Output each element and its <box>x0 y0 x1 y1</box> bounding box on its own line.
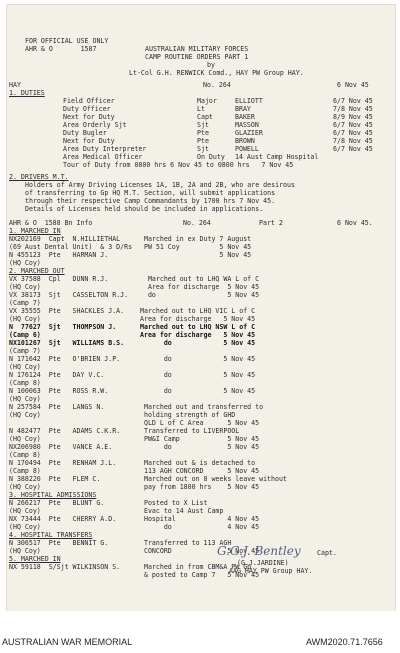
section-heading: 2. MARCHED OUT <box>9 267 65 275</box>
duty-name: GLAZIER <box>235 129 263 137</box>
movement-line: N 388220 Pte FLEM C. Marched out on 8 weeks leave without <box>9 475 287 483</box>
part2-reference: AHR & O 1588 Bn Info <box>9 219 93 227</box>
drivers-line: through their respective Camp Commandants by 1700 hrs 7 Nov 45. <box>25 197 276 205</box>
movement-line: N 171642 Pte O'BRIEN J.P. do 5 Nov 45 <box>9 355 256 363</box>
duty-date: 6/7 Nov 45 <box>333 145 373 153</box>
duty-rank: Sjt <box>197 121 209 129</box>
duty-role: Area Orderly Sjt <box>63 121 127 129</box>
movement-line: NX101267 Sjt WILLIAMS B.S. do 5 Nov 45 <box>9 339 256 347</box>
movement-line: (HQ Coy) pay from 1800 hrs 5 Nov 45 <box>9 483 260 491</box>
movement-line: N 176124 Pte DAY V.C. do 5 Nov 45 <box>9 371 256 379</box>
part2-order-number: No. 264 <box>183 219 211 227</box>
organisation-title: AUSTRALIAN MILITARY FORCES <box>145 45 249 53</box>
duty-rank: Capt <box>197 113 213 121</box>
movement-line: NX 59118 S/Sjt WILKINSON S. Marched in from CBM&A PW Gp <box>9 563 252 571</box>
duty-name: BRAY <box>235 105 251 113</box>
movement-line: VX 37588 Cpl DUNN R.J. Marched out to LHQ WA L of C <box>9 275 260 283</box>
part2-label: Part 2 <box>259 219 283 227</box>
duty-name: MASSON <box>235 121 259 129</box>
order-number: No. 264 <box>203 81 231 89</box>
duty-rank: Major <box>197 97 217 105</box>
duty-role: Area Medical Officer <box>63 153 143 161</box>
duty-rank: Pte <box>197 129 209 137</box>
movement-line: (HQ Coy) <box>9 363 41 371</box>
movement-line: (HQ Coy) do 4 Nov 45 <box>9 523 260 531</box>
duty-date: 6/7 Nov 45 <box>333 97 373 105</box>
drivers-line: of transferring to Gp HQ M.T. Section, will submit applications <box>25 189 276 197</box>
movement-line: VX 35555 Pte SHACKLES J.A. Marched out to LHQ VIC L of C <box>9 307 256 315</box>
duty-role: Area Duty Interpreter <box>63 145 147 153</box>
movement-line: NX206980 Pte VANCE A.E. do 5 Nov 45 <box>9 443 260 451</box>
duty-date: 6/7 Nov 45 <box>333 121 373 129</box>
document-page <box>6 4 396 612</box>
movement-line: (HQ Coy) <box>9 259 41 267</box>
drivers-line: Details of Licenses held should be included in applications. <box>25 205 264 213</box>
movement-line: N 77627 Sjt THOMPSON J. Marched out to LHQ NSW L of C <box>9 323 256 331</box>
movement-line: NX202169 Capt N.HILLIETHAL Marched in ex Duty 7 August <box>9 235 252 243</box>
movement-line: (HQ Coy) <box>9 395 41 403</box>
section-heading: 3. HOSPITAL ADMISSIONS <box>9 491 97 499</box>
duty-rank: On Duty <box>197 153 225 161</box>
commander-line: Lt-Col G.H. RENWICK Comd., HAY PW Group HAY. <box>129 69 304 77</box>
part2-date: 6 Nov 45. <box>337 219 373 227</box>
handwritten-signature: G.G.J. Bentley <box>217 544 301 558</box>
duty-date: 7/8 Nov 45 <box>333 105 373 113</box>
movement-line: (Camp 8) <box>9 379 41 387</box>
duty-rank: Lt <box>197 105 205 113</box>
drivers-line: Holders of Army Driving Licenses 1A, 1B, 2A and 2B, who are desirous <box>25 181 295 189</box>
movement-line: (HQ Coy) Area for discharge 5 Nov 45 <box>9 315 256 323</box>
movement-line: (HQ Coy) PW&I Camp 5 Nov 45 <box>9 435 260 443</box>
movement-line: (Camp 8) 113 AGH CONCORD 5 Nov 45 <box>9 467 260 475</box>
archive-reference: AWM2020.71.7656 <box>306 637 383 647</box>
movement-line: (HQ Coy) holding strength of GHD <box>9 411 236 419</box>
duty-rank: Pte <box>197 137 209 145</box>
movement-line: (Camp 7) <box>9 299 41 307</box>
movement-line: (Camp 6) Area for discharge 5 Nov 45 <box>9 331 256 339</box>
section-heading: 4. HOSPITAL TRANSFERS <box>9 531 93 539</box>
duty-role: Next for Duty <box>63 137 115 145</box>
order-date: 6 Nov 45 <box>337 81 369 89</box>
movement-line: (HQ Coy) Area for discharge 5 Nov 45 <box>9 283 260 291</box>
movement-line: N 482477 Pte ADAMS C.K.R. Transferred to LIVERPOOL <box>9 427 240 435</box>
duties-heading: 1. DUTIES <box>9 89 45 97</box>
movement-line: (69 Aust Dental Unit) & 3 D/Rs PW 51 Coy 5 Nov 45 <box>9 243 252 251</box>
signatory-rank: Capt. <box>317 549 337 557</box>
movement-line: N 306517 Pte BENNIT G. Transferred to 113 AGH <box>9 539 232 547</box>
signatory-appointment: AAG HAY PW Group HAY. <box>229 567 313 575</box>
duty-rank: Sjt <box>197 145 209 153</box>
movement-line: N 455123 Pte HARMAN J. 5 Nov 45 <box>9 251 252 259</box>
duty-name: BROWN <box>235 137 255 145</box>
tour-of-duty: Tour of Duty from 0800 hrs 6 Nov 45 to 0800 hrs 7 Nov 45 <box>63 161 294 169</box>
place: HAY <box>9 81 21 89</box>
archive-name: AUSTRALIAN WAR MEMORIAL <box>2 637 133 647</box>
duty-name: BAKER <box>235 113 255 121</box>
movement-line: QLD L of C Area 5 Nov 45 <box>9 419 260 427</box>
movement-line: VX 38173 Sjt CASSELTON R.J. do 5 Nov 45 <box>9 291 260 299</box>
duty-date: 6/7 Nov 45 <box>333 129 373 137</box>
signatory-name: (G.J.JARDINE) <box>237 559 289 567</box>
duty-role: Duty Bugler <box>63 129 107 137</box>
movement-line: (HQ Coy) CONCORD 5 Nov 45 <box>9 547 260 555</box>
duty-date: 8/9 Nov 45 <box>333 113 373 121</box>
duty-role: Next for Duty <box>63 113 115 121</box>
movement-line: N 100063 Pte ROSS R.W. do 5 Nov 45 <box>9 387 256 395</box>
duty-name: 14 Aust Camp Hospital <box>235 153 319 161</box>
movement-line: (HQ Coy) Evac to 14 Aust Camp <box>9 507 224 515</box>
archive-footer <box>0 611 400 653</box>
duty-name: ELLIOTT <box>235 97 263 105</box>
drivers-heading: 2. DRIVERS M.T. <box>9 173 69 181</box>
movement-line: N 170494 Pte RENHAM J.L. Marched out & is detached to <box>9 459 256 467</box>
movement-line: (Camp 8) <box>9 451 41 459</box>
order-reference: AHR & O 1587 <box>25 45 97 53</box>
section-heading: 5. MARCHED IN <box>9 555 61 563</box>
duty-role: Duty Officer <box>63 105 111 113</box>
duty-name: POWELL <box>235 145 259 153</box>
by-line: by <box>207 61 215 69</box>
classification-stamp: FOR OFFICIAL USE ONLY <box>25 37 109 45</box>
movement-line: NX 73444 Pte CHERRY A.D. Hospital 4 Nov 45 <box>9 515 260 523</box>
movement-line: & posted to Camp 7 5 Nov 45 <box>9 571 260 579</box>
duty-role: Field Officer <box>63 97 115 105</box>
duty-date: 7/8 Nov 45 <box>333 137 373 145</box>
movement-line: N 257584 Pte LANGS N. Marched out and transferred to <box>9 403 264 411</box>
section-heading: 1. MARCHED IN <box>9 227 61 235</box>
movement-line: N 266217 Pte BLUNT G. Posted to X List <box>9 499 208 507</box>
document-title: CAMP ROUTINE ORDERS PART 1 <box>145 53 249 61</box>
movement-line: (Camp 7) <box>9 347 41 355</box>
